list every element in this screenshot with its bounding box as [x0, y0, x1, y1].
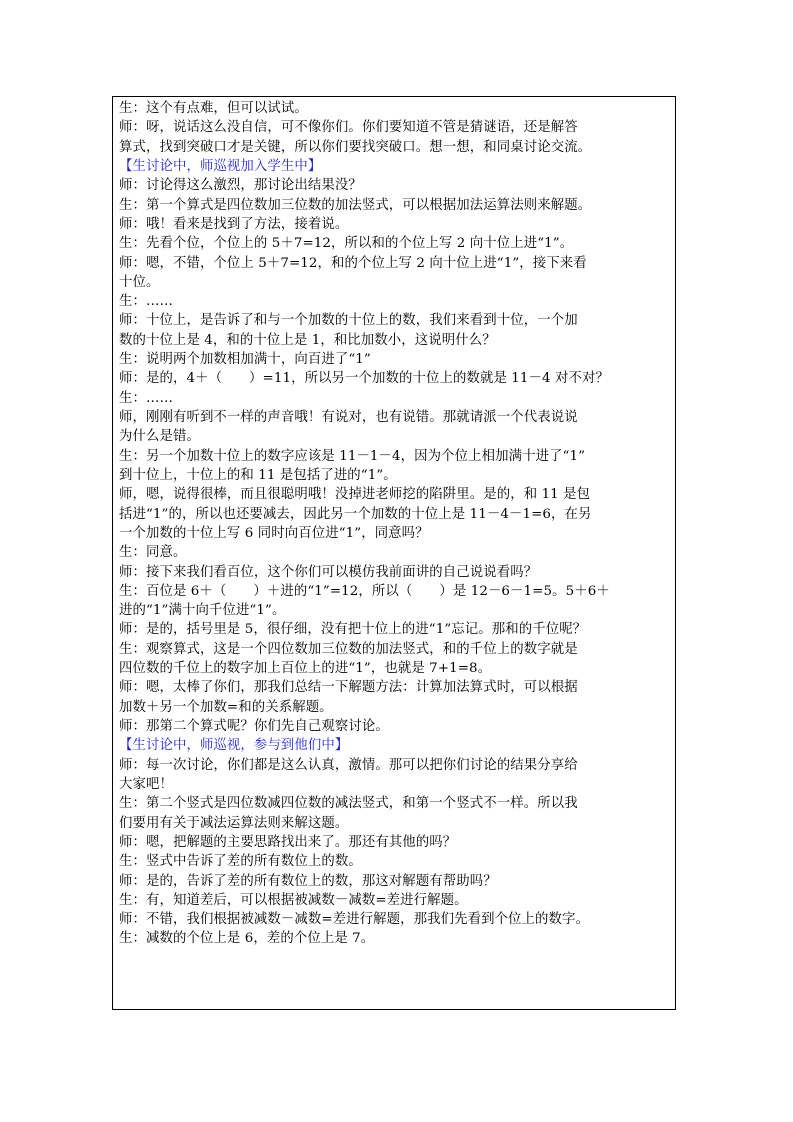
dialogue-line: 师：是的，括号里是 5，很仔细，没有把十位上的进“1”忘记。那和的千位呢？ — [119, 622, 587, 638]
stage-direction-line: 【生讨论中，师巡视加入学生中】 — [119, 158, 322, 174]
dialogue-line: 四位数的千位上的数字加上百位上的进“1”，也就是 7+1=8。 — [119, 661, 492, 677]
dialogue-line: 师：哦！看来是找到了方法，接着说。 — [119, 216, 349, 232]
dialogue-line: 生：说明两个加数相加满十，向百进了“1” — [119, 352, 371, 368]
dialogue-line: 师：嗯，把解题的主要思路找出来了。那还有其他的吗？ — [119, 834, 457, 850]
dialogue-line: 加数＋另一个加数=和的关系解题。 — [119, 699, 333, 715]
dialogue-line: 进的“1”满十向千位进“1”。 — [119, 603, 286, 619]
dialogue-line: 师：不错，我们根据被减数－减数=差进行解题，那我们先看到个位上的数字。 — [119, 912, 589, 928]
dialogue-line: 生：这个有点难，但可以试试。 — [119, 101, 308, 116]
dialogue-line: 生：另一个加数十位上的数字应该是 11－1－4，因为个位上相加满十进了“1” — [119, 448, 586, 464]
dialogue-line: 师，刚刚有听到不一样的声音哦！有说对，也有说错。那就请派一个代表说说 — [119, 410, 578, 425]
dialogue-line: 一个加数的十位上写 6 同时向百位进“1”，同意吗？ — [119, 525, 429, 541]
dialogue-line: 生：减数的个位上是 6，差的个位上是 7。 — [119, 931, 375, 947]
dialogue-line: 生：第一个算式是四位数加三位数的加法竖式，可以根据加法运算法则来解题。 — [119, 197, 592, 213]
dialogue-line: 生：第二个竖式是四位数减四位数的减法竖式，和第一个竖式不一样。所以我 — [119, 796, 578, 812]
dialogue-line: 数的十位上是 4，和的十位上是 1，和比加数小，这说明什么？ — [119, 332, 496, 348]
lesson-transcript-box — [112, 96, 676, 1010]
dialogue-line: 师：讨论得这么激烈，那讨论出结果没？ — [119, 178, 362, 194]
dialogue-line: 师：是的，告诉了差的所有数位上的数，那这对解题有帮助吗？ — [119, 873, 497, 889]
dialogue-line: 算式，找到突破口才是关键，所以你们要找突破口。想一想，和同桌讨论交流。 — [119, 139, 592, 155]
dialogue-line: 师：十位上，是告诉了和与一个加数的十位上的数，我们来看到十位，一个加 — [119, 313, 578, 329]
dialogue-line: 括进“1”的，所以也还要减去，因此另一个加数的十位上是 11－4－1=6，在另 — [119, 506, 592, 522]
dialogue-line: 师：嗯，不错，个位上 5＋7=12，和的个位上写 2 向十位上进“1”，接下来看 — [119, 255, 587, 271]
dialogue-line: 们要用有关于减法运算法则来解这题。 — [119, 815, 349, 831]
stage-direction-line: 【生讨论中，师巡视，参与到他们中】 — [119, 738, 349, 754]
dialogue-line: 生：先看个位，个位上的 5＋7=12，所以和的个位上写 2 向十位上进“1”。 — [119, 236, 574, 252]
dialogue-line: 生：观察算式，这是一个四位数加三位数的加法竖式，和的千位上的数字就是 — [119, 641, 578, 657]
dialogue-line: 生：有，知道差后，可以根据被减数－减数=差进行解题。 — [119, 892, 468, 908]
dialogue-line: 生：竖式中告诉了差的所有数位上的数。 — [119, 854, 362, 870]
dialogue-line: 师：嗯，太棒了你们，那我们总结一下解题方法：计算加法算式时，可以根据 — [119, 680, 578, 696]
dialogue-line: 生：同意。 — [119, 545, 187, 561]
dialogue-line: 生：…… — [119, 390, 173, 406]
dialogue-line: 到十位上，十位上的和 11 是包括了进的“1”。 — [119, 467, 397, 483]
dialogue-line: 师：接下来我们看百位，这个你们可以模仿我前面讲的自己说说看吗？ — [119, 564, 538, 580]
dialogue-line: 大家吧！ — [119, 776, 173, 792]
dialogue-line: 师，嗯，说得很棒，而且很聪明哦！没掉进老师挖的陷阱里。是的，和 11 是包 — [119, 487, 591, 503]
dialogue-line: 师：是的，4＋（ ）=11，所以另一个加数的十位上的数就是 11－4 对不对？ — [119, 371, 609, 387]
dialogue-line: 生：…… — [119, 294, 173, 310]
dialogue-line: 生：百位是 6＋（ ）＋进的“1”=12，所以（ ）是 12－6－1=5。5＋6＋ — [119, 583, 610, 599]
dialogue-line: 十位。 — [119, 274, 160, 290]
dialogue-line: 师：那第二个算式呢？你们先自己观察讨论。 — [119, 719, 389, 734]
dialogue-line: 为什么是错。 — [119, 429, 200, 445]
dialogue-line: 师：每一次讨论，你们都是这么认真，激情。那可以把你们讨论的结果分享给 — [119, 757, 578, 773]
dialogue-line: 师：呀，说话这么没自信，可不像你们。你们要知道不管是猜谜语，还是解答 — [119, 120, 578, 136]
